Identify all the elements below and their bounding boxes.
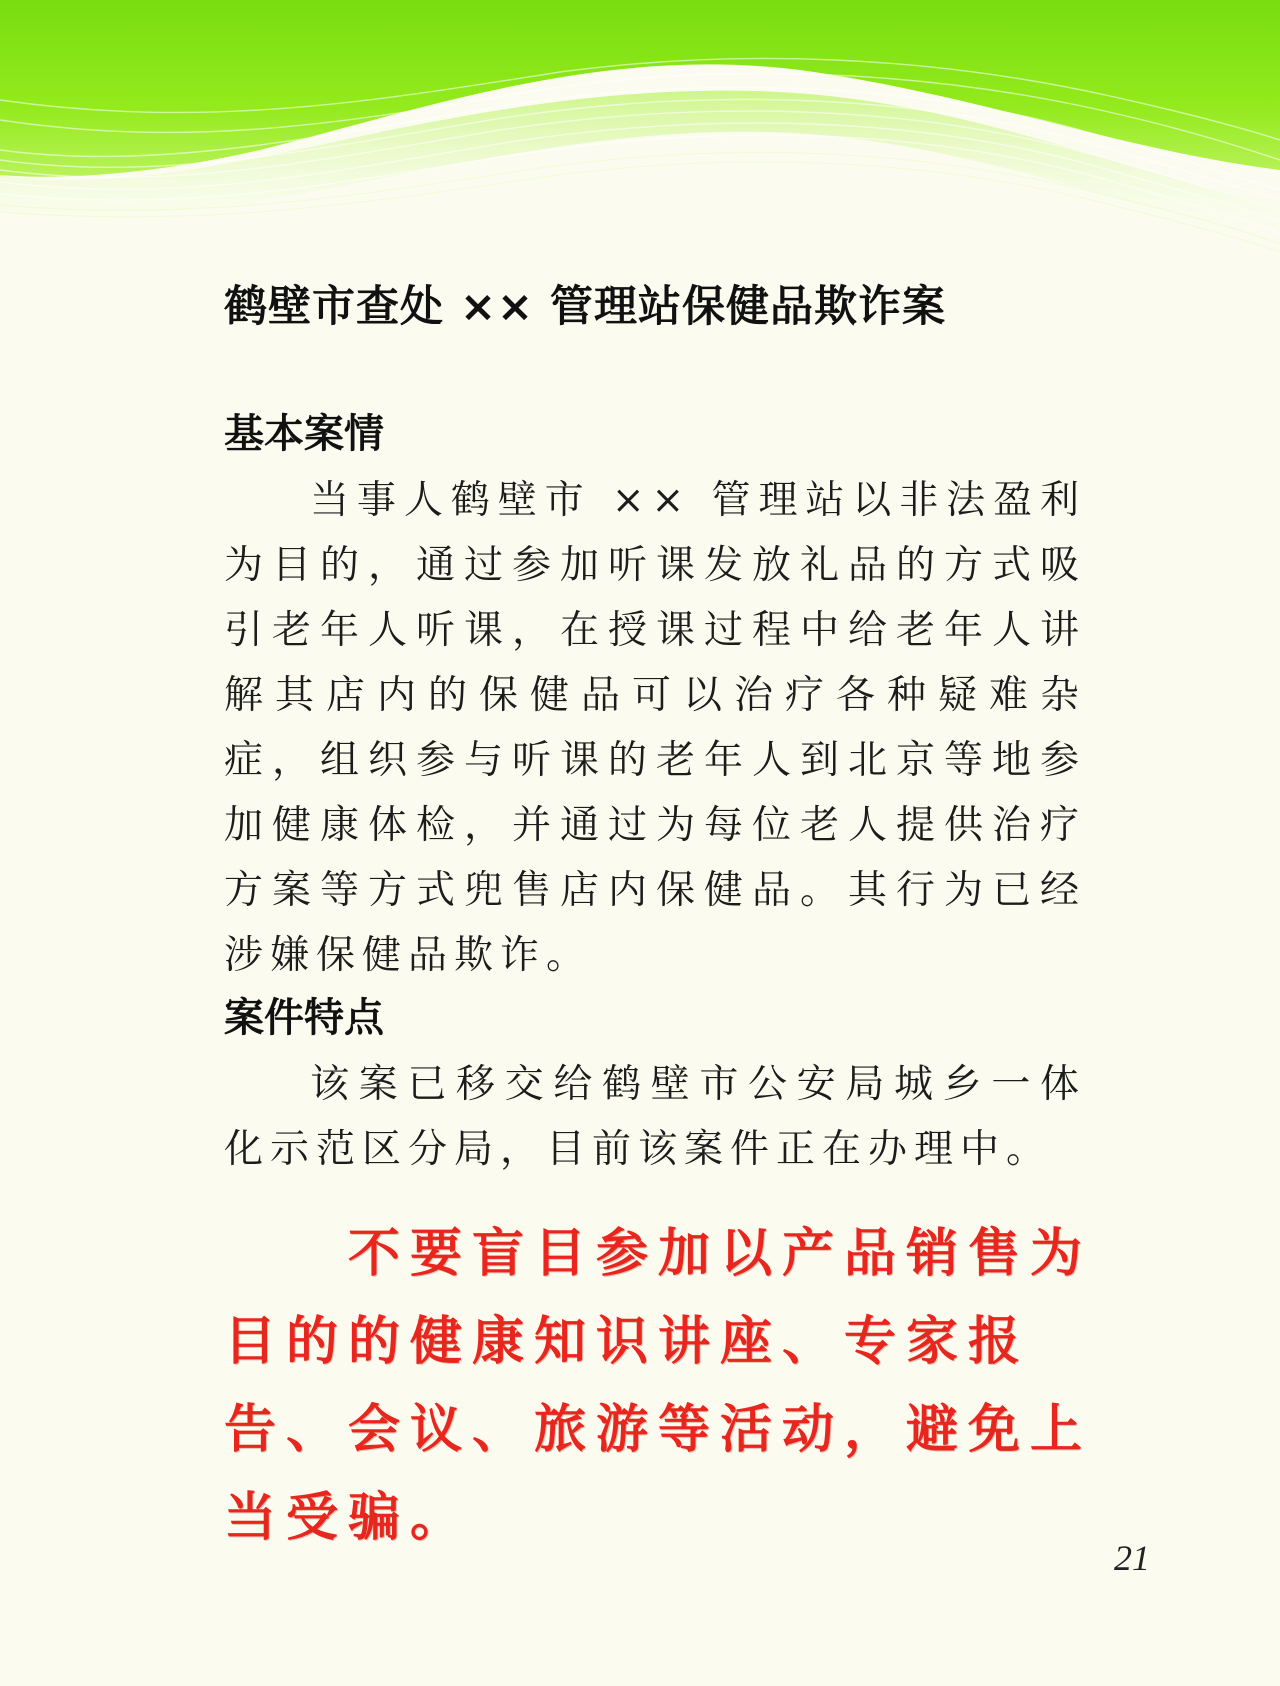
section-heading-case-features: 案件特点 xyxy=(224,995,384,1041)
page-number: 21 xyxy=(1114,1538,1150,1578)
warning-callout: 不要盲目参加以产品销售为目的的健康知识讲座、专家报告、会议、旅游等活动，避免上当受骗。 xyxy=(224,1224,1093,1548)
case-title: 鹤壁市查处 ×× 管理站保健品欺诈案 xyxy=(224,282,946,332)
section-body-basic-facts: 当事人鹤壁市 ×× 管理站以非法盈利为目的，通过参加听课发放礼品的方式吸引老年人听课，在授课过程中给老年人讲解其店内的保健品可以治疗各种疑难杂症，组织参与听课的老年人到北京等地参加健康体检，并通过为每位老人提供治疗方案等方式兜售店内保健品。其行为已经涉嫌保健品欺诈。 xyxy=(224,478,1086,978)
section-heading-basic-facts: 基本案情 xyxy=(224,411,384,457)
section-body-case-features: 该案已移交给鹤壁市公安局城乡一体化示范区分局，目前该案件正在办理中。 xyxy=(224,1062,1086,1172)
